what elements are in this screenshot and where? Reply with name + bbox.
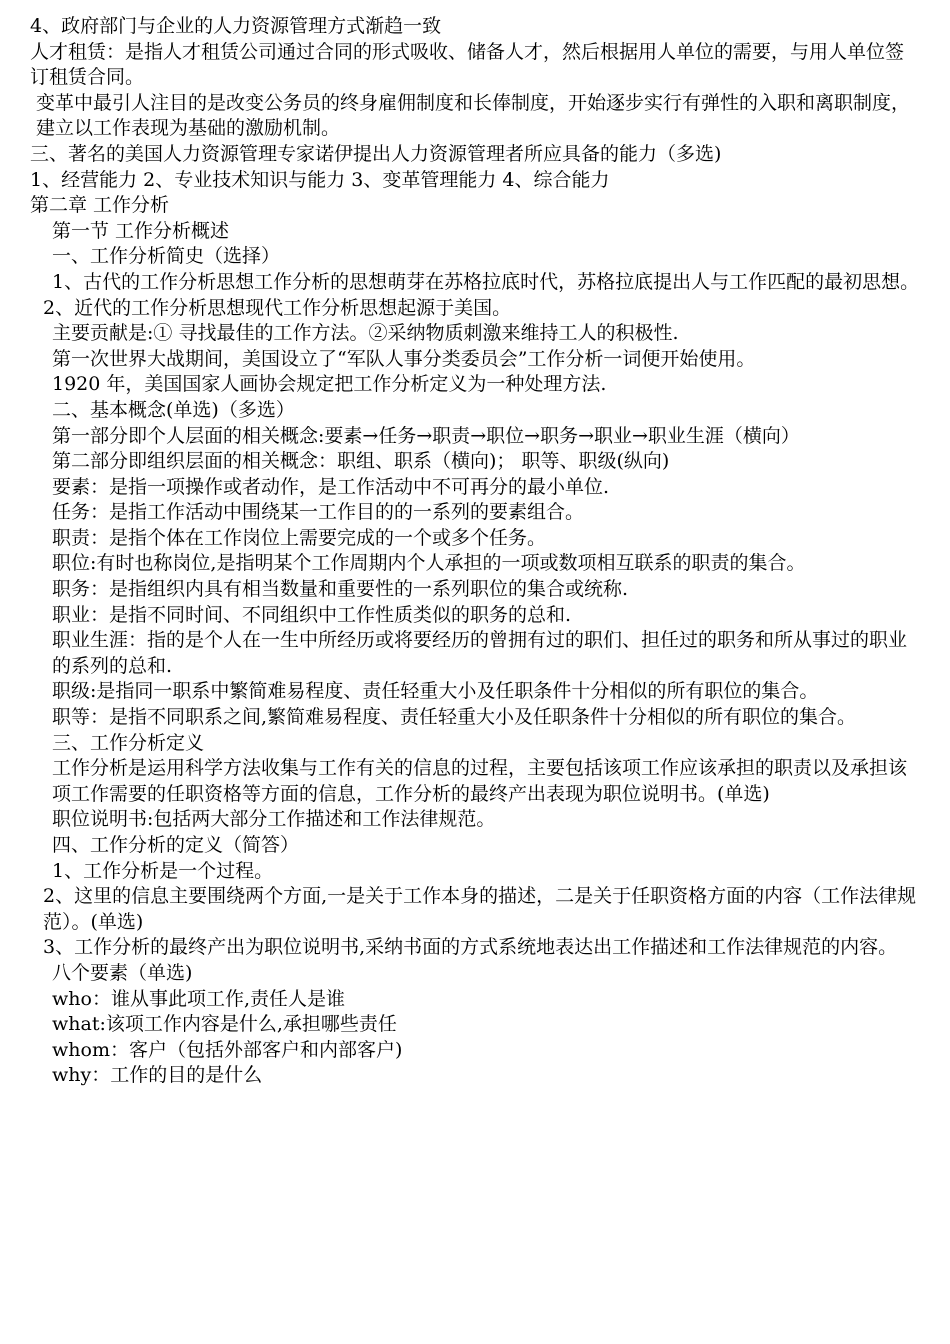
text-paragraph: 职业生涯：指的是个人在一生中所经历或将要经历的曾拥有过的职们、担任过的职务和所从事过的职业的系列的总和. (52, 629, 908, 677)
text-paragraph: whom：客户（包括外部客户和内部客户) (52, 1038, 403, 1061)
text-paragraph: 三、著名的美国人力资源管理专家诺伊提出人力资源管理者所应具备的能力（多选) (30, 142, 722, 165)
text-paragraph: 二、基本概念(单选)（多选） (52, 398, 295, 421)
text-paragraph: 任务：是指工作活动中围绕某一工作目的的一系列的要素组合。 (52, 501, 585, 524)
text-paragraph: what:该项工作内容是什么,承担哪些责任 (52, 1013, 397, 1036)
text-paragraph: 八个要素（单选) (52, 961, 193, 984)
text-paragraph: 1、经营能力 2、专业技术知识与能力 3、变革管理能力 4、综合能力 (30, 168, 610, 191)
text-paragraph: 变革中最引人注目的是改变公务员的终身雇佣制度和长俸制度，开始逐步实行有弹性的入职和离职制度，建立以工作表现为基础的激励机制。 (36, 91, 911, 140)
text-paragraph: 职级:是指同一职系中繁简难易程度、责任轻重大小及任职条件十分相似的所有职位的集合。 (52, 680, 819, 703)
text-paragraph: 第二部分即组织层面的相关概念：职组、职系（横向)； 职等、职级(纵向) (52, 450, 670, 473)
text-paragraph: 第一次世界大战期间，美国设立了“军队人事分类委员会”工作分析一词便开始使用。 (52, 347, 756, 370)
text-paragraph: 工作分析是运用科学方法收集与工作有关的信息的过程，主要包括该项工作应该承担的职责以及承担该项工作需要的任职资格等方面的信息，工作分析的最终产出表现为职位说明书。(单选) (52, 757, 908, 805)
text-paragraph: 2、近代的工作分析思想现代工作分析思想起源于美国。 (43, 296, 512, 319)
text-paragraph: 职等：是指不同职系之间,繁简难易程度、责任轻重大小及任职条件十分相似的所有职位的集合。 (52, 706, 857, 729)
text-paragraph: 主要贡献是:① 寻找最佳的工作方法。②采纳物质刺激来维持工人的积极性. (52, 322, 679, 345)
text-paragraph: 1、工作分析是一个过程。 (52, 859, 274, 882)
text-paragraph: 职位:有时也称岗位,是指明某个工作周期内个人承担的一项或数项相互联系的职责的集合。 (52, 552, 806, 575)
text-paragraph: 要素：是指一项操作或者动作，是工作活动中不可再分的最小单位. (52, 475, 610, 498)
text-paragraph: 3、工作分析的最终产出为职位说明书,采纳书面的方式系统地表达出工作描述和工作法律规范的内容。 (43, 936, 898, 959)
text-paragraph: 一、工作分析简史（选择） (52, 245, 281, 268)
text-paragraph: 第一节 工作分析概述 (52, 219, 230, 242)
text-paragraph: 1、古代的工作分析思想工作分析的思想萌芽在苏格拉底时代，苏格拉底提出人与工作匹配的最初思想。 (52, 270, 920, 293)
text-paragraph: 第二章 工作分析 (30, 194, 170, 217)
text-paragraph: 四、工作分析的定义（简答） (52, 834, 300, 856)
text-paragraph: who：谁从事此项工作,责任人是谁 (52, 987, 345, 1010)
text-paragraph: 1920 年，美国国家人画协会规定把工作分析定义为一种处理方法. (52, 373, 607, 396)
text-paragraph: 人才租赁：是指人才租赁公司通过合同的形式吸收、储备人才，然后根据用人单位的需要，与用人单位签订租赁合同。 (30, 40, 905, 89)
text-paragraph: 职务：是指组织内具有相当数量和重要性的一系列职位的集合或统称. (52, 578, 629, 601)
text-paragraph: 4、政府部门与企业的人力资源管理方式渐趋一致 (30, 15, 442, 37)
text-paragraph: 职业：是指不同时间、不同组织中工作性质类似的职务的总和. (52, 603, 572, 626)
text-paragraph: 三、工作分析定义 (52, 731, 205, 754)
text-paragraph: 职责：是指个体在工作岗位上需要完成的一个或多个任务。 (52, 526, 547, 549)
text-paragraph: 2、这里的信息主要围绕两个方面,一是关于工作本身的描述，二是关于任职资格方面的内容（工作法律规范）。(单选) (43, 885, 917, 933)
text-paragraph: 职位说明书:包括两大部分工作描述和工作法律规范。 (52, 808, 496, 831)
text-paragraph: 第一部分即个人层面的相关概念:要素→任务→职责→职位→职务→职业→职业生涯（横向） (52, 424, 800, 447)
text-paragraph: why：工作的目的是什么 (52, 1064, 263, 1087)
